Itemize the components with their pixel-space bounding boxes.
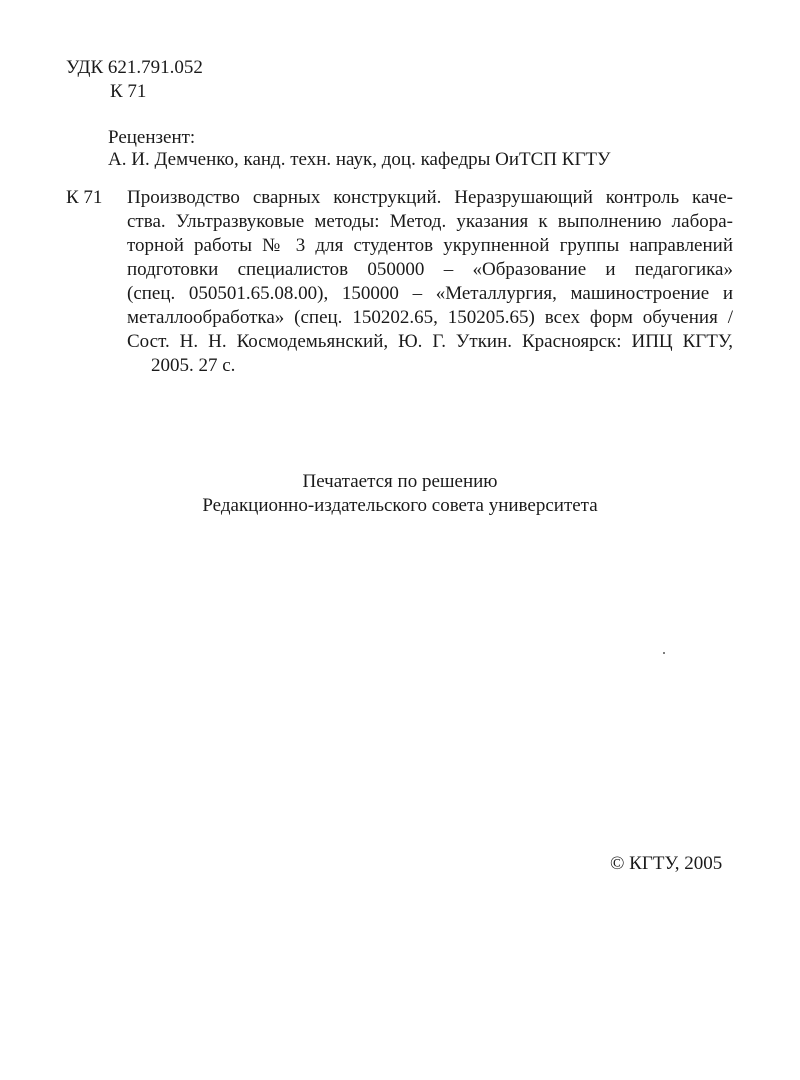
catalog-line: торной работы № 3 для студентов укрупненной группы направлений <box>127 235 733 256</box>
catalog-line: (спец. 050501.65.08.00), 150000 – «Металлургия, машиностроение и <box>127 283 733 304</box>
reviewer-label: Рецензент: <box>108 127 196 148</box>
scan-speck <box>663 652 665 654</box>
print-notice-line-1: Печатается по решению <box>302 471 498 492</box>
udk-code: УДК 621.791.052 <box>66 57 203 78</box>
catalog-card-description <box>127 186 733 378</box>
catalog-line: подготовки специалистов 050000 – «Образование и педагогика» <box>127 259 733 280</box>
reviewer-name: А. И. Демченко, канд. техн. наук, доц. кафедры ОиТСП КГТУ <box>108 149 611 170</box>
print-notice-line-2: Редакционно-издательского совета университета <box>202 495 598 516</box>
cutter-number: К 71 <box>110 81 147 102</box>
catalog-card-code: К 71 <box>66 187 103 208</box>
copyright-notice: © КГТУ, 2005 <box>610 853 723 874</box>
catalog-line: металлообработка» (спец. 150202.65, 150205.65) всех форм обучения / <box>127 307 733 328</box>
catalog-line: ства. Ультразвуковые методы: Метод. указания к выполнению лабора- <box>127 211 733 232</box>
catalog-line: Сост. Н. Н. Космодемьянский, Ю. Г. Уткин. Красноярск: ИПЦ КГТУ, <box>127 331 733 352</box>
catalog-line: 2005. 27 с. <box>151 355 236 376</box>
catalog-line: Производство сварных конструкций. Неразрушающий контроль каче- <box>127 187 733 208</box>
